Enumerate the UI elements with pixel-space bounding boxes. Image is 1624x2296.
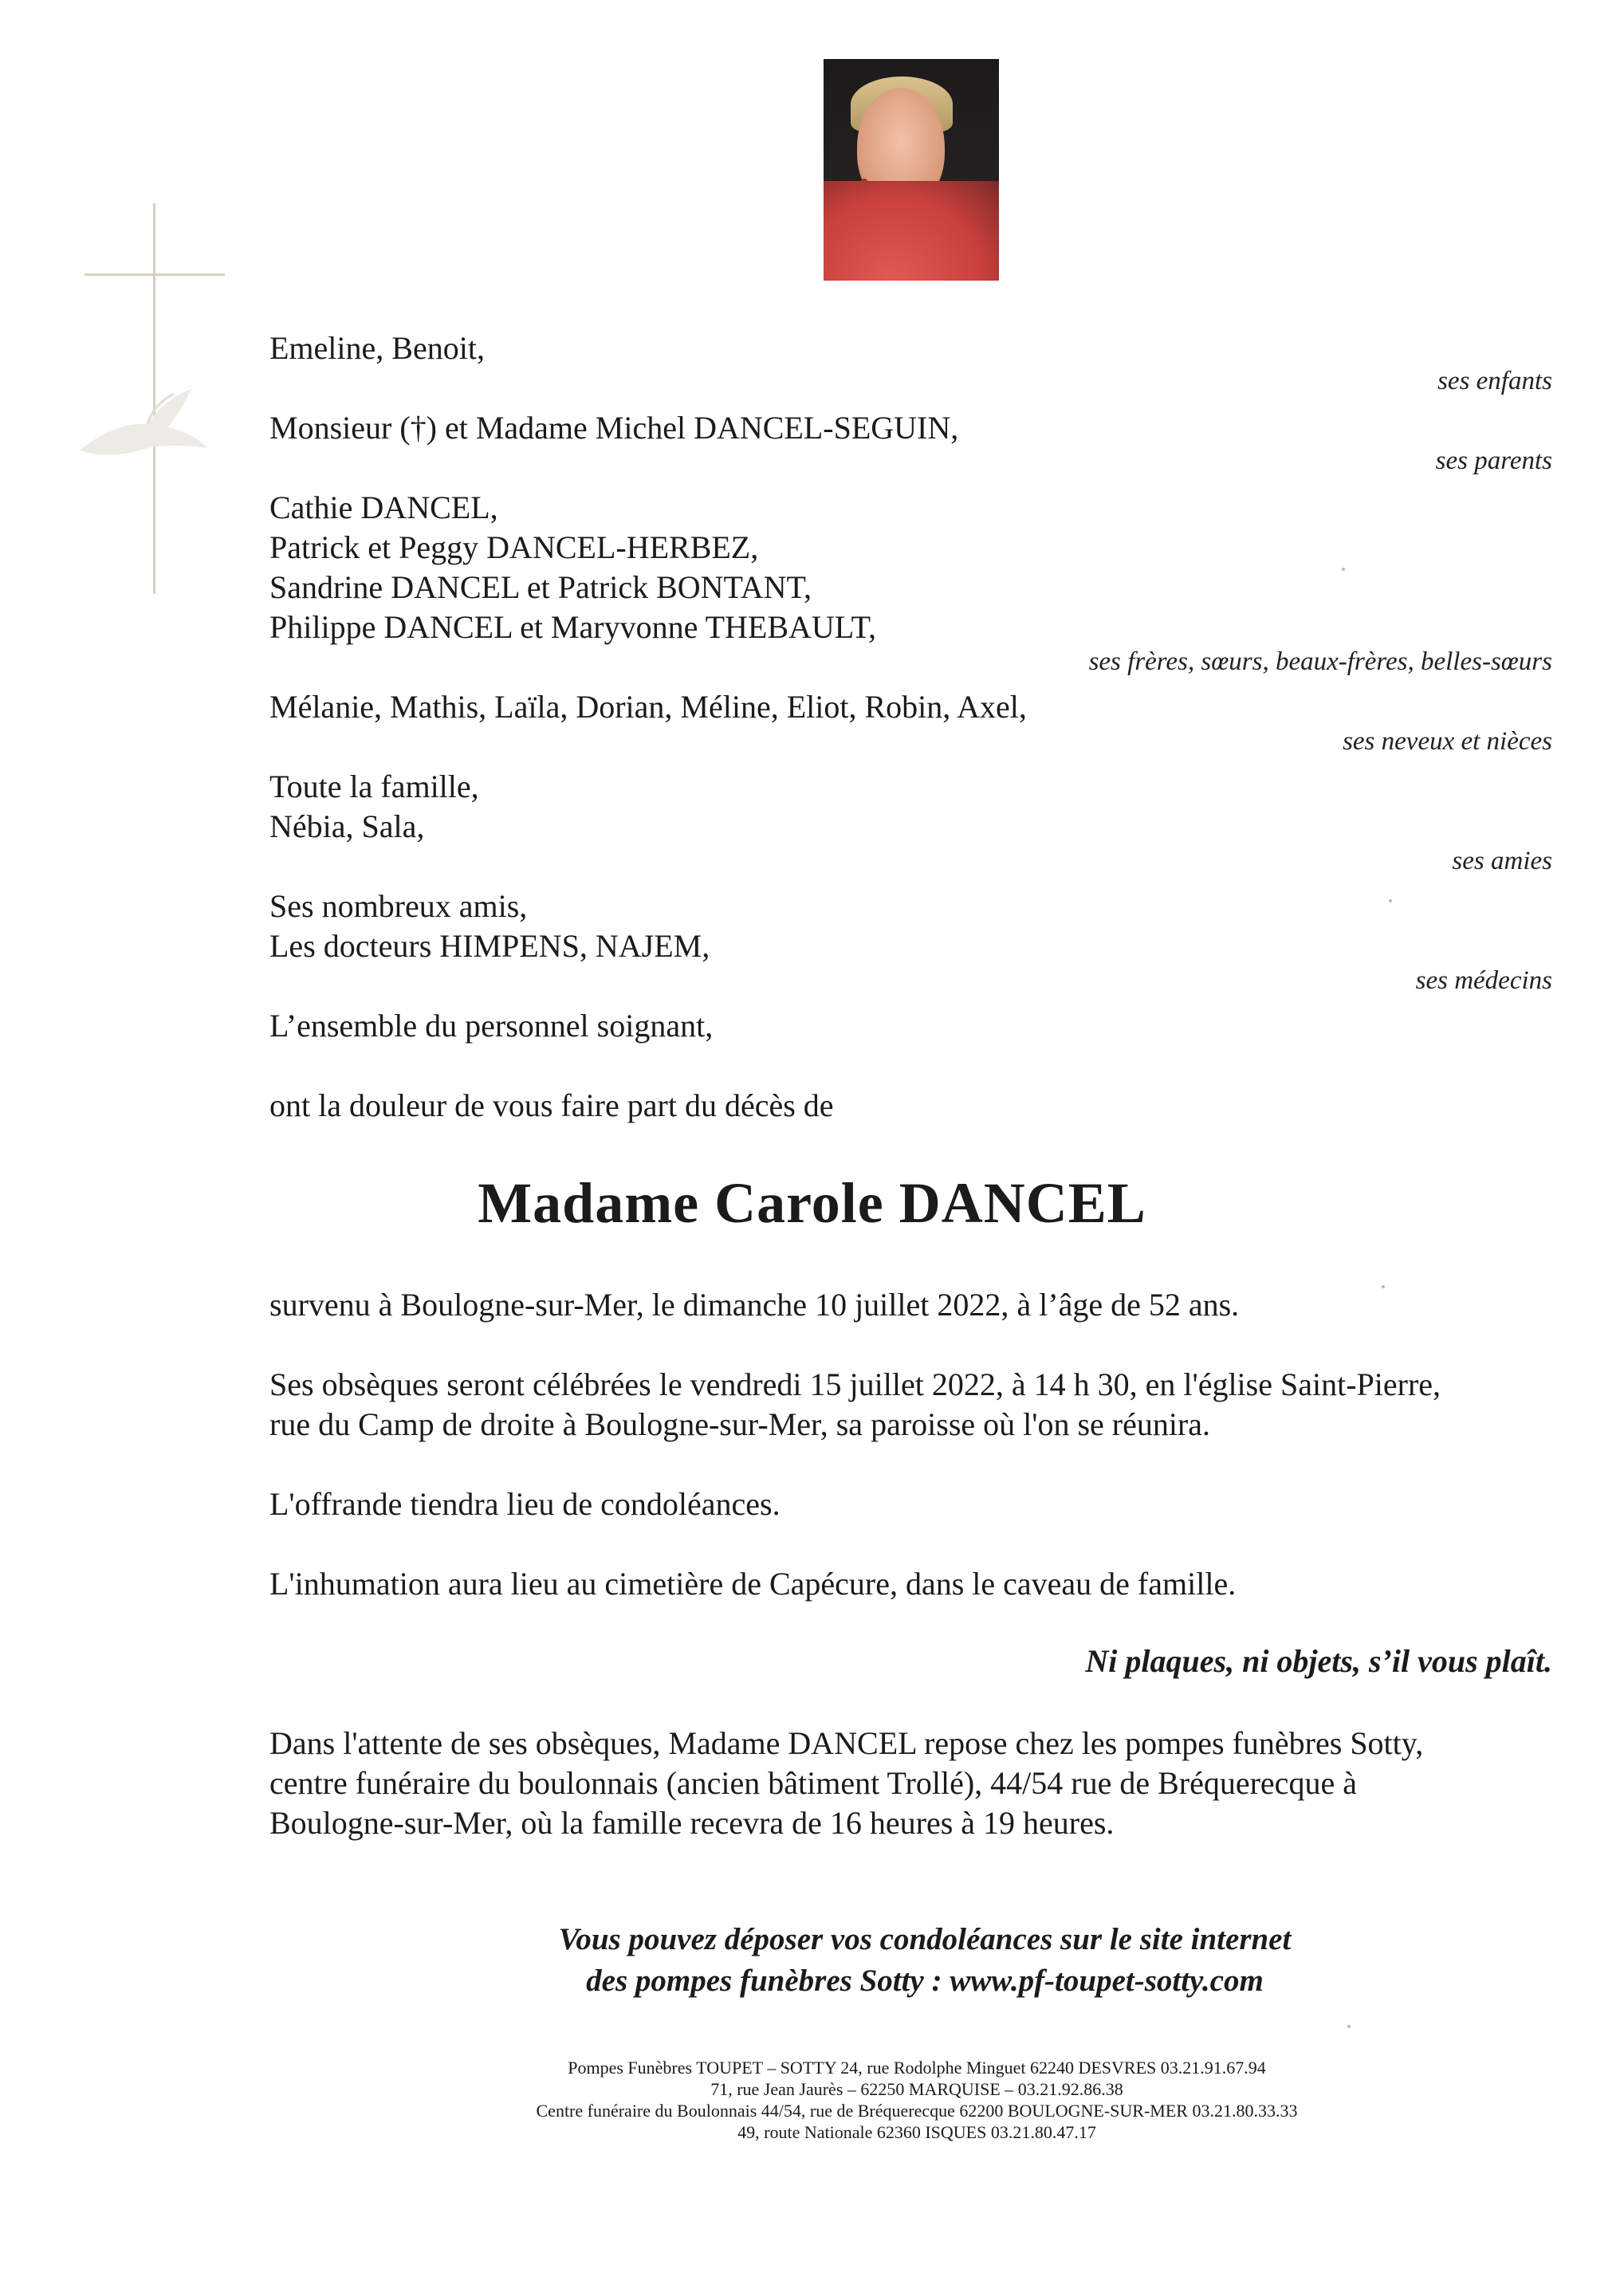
- family-line: Ses nombreux amis,: [269, 888, 528, 924]
- family-line: Les docteurs HIMPENS, NAJEM,: [269, 928, 710, 964]
- website-line2: des pompes funèbres Sotty : www.pf-toupet-sotty.com: [586, 1964, 1264, 1998]
- website-line1: Vous pouvez déposer vos condoléances sur le site internet: [558, 1922, 1292, 1956]
- death-details: survenu à Boulogne-sur-Mer, le dimanche 10 juillet 2022, à l’âge de 52 ans.: [269, 1287, 1240, 1323]
- burial-text: L'inhumation aura lieu au cimetière de Capécure, dans le caveau de famille.: [269, 1566, 1237, 1602]
- footer-address-line: 49, route Nationale 62360 ISQUES 03.21.80.47.17: [737, 2122, 1096, 2142]
- family-line: Toute la famille,: [269, 769, 479, 804]
- funeral-details-line1: Ses obsèques seront célébrées le vendredi 15 juillet 2022, à 14 h 30, en l'église Saint-Pierre,: [269, 1366, 1441, 1402]
- role-label: ses enfants: [1437, 367, 1552, 395]
- footer-address-line: Centre funéraire du Boulonnais 44/54, rue de Bréquerecque 62200 BOULOGNE-SUR-MER 03.21.80.33.33: [536, 2101, 1298, 2121]
- family-line: L’ensemble du personnel soignant,: [269, 1008, 714, 1044]
- scan-speck: [1389, 899, 1392, 902]
- portrait-photo: [824, 59, 999, 281]
- footer-address-line: 71, rue Jean Jaurès – 62250 MARQUISE – 03.21.92.86.38: [710, 2079, 1123, 2099]
- dove-icon: [72, 375, 211, 478]
- scan-speck: [1342, 568, 1345, 571]
- role-label: ses médecins: [1415, 966, 1552, 995]
- repose-line2: centre funéraire du boulonnais (ancien bâtiment Trollé), 44/54 rue de Bréquerecque à: [269, 1765, 1357, 1801]
- role-label: ses neveux et nièces: [1343, 727, 1552, 756]
- footer-address-line: Pompes Funèbres TOUPET – SOTTY 24, rue Rodolphe Minguet 62240 DESVRES 03.21.91.67.94: [568, 2058, 1266, 2078]
- offering-text: L'offrande tiendra lieu de condoléances.: [269, 1486, 781, 1522]
- family-line: Emeline, Benoit,: [269, 330, 485, 366]
- family-line: Cathie DANCEL,: [269, 489, 498, 525]
- repose-line3: Boulogne-sur-Mer, où la famille recevra de 16 heures à 19 heures.: [269, 1805, 1115, 1841]
- scan-speck: [1347, 2025, 1351, 2028]
- no-plaques-note: Ni plaques, ni objets, s’il vous plaît.: [1085, 1643, 1552, 1679]
- role-label: ses amies: [1452, 847, 1552, 875]
- family-line: Nébia, Sala,: [269, 808, 425, 844]
- photo-shirt: [824, 181, 999, 281]
- family-line: Patrick et Peggy DANCEL-HERBEZ,: [269, 529, 759, 565]
- role-label: ses frères, sœurs, beaux-frères, belles-sœurs: [1088, 647, 1552, 676]
- deceased-name: Madame Carole DANCEL: [478, 1171, 1146, 1235]
- announcement-text: ont la douleur de vous faire part du décès de: [269, 1087, 834, 1123]
- family-line: Mélanie, Mathis, Laïla, Dorian, Méline, Eliot, Robin, Axel,: [269, 689, 1027, 725]
- scan-speck: [1382, 1285, 1385, 1288]
- family-line: Monsieur (†) et Madame Michel DANCEL-SEGUIN,: [269, 410, 959, 446]
- repose-line1: Dans l'attente de ses obsèques, Madame DANCEL repose chez les pompes funèbres Sotty,: [269, 1725, 1424, 1761]
- funeral-details-line2: rue du Camp de droite à Boulogne-sur-Mer, sa paroisse où l'on se réunira.: [269, 1406, 1211, 1442]
- family-line: Philippe DANCEL et Maryvonne THEBAULT,: [269, 609, 877, 645]
- cross-horizontal-icon: [85, 273, 225, 276]
- role-label: ses parents: [1435, 446, 1552, 475]
- family-line: Sandrine DANCEL et Patrick BONTANT,: [269, 569, 812, 605]
